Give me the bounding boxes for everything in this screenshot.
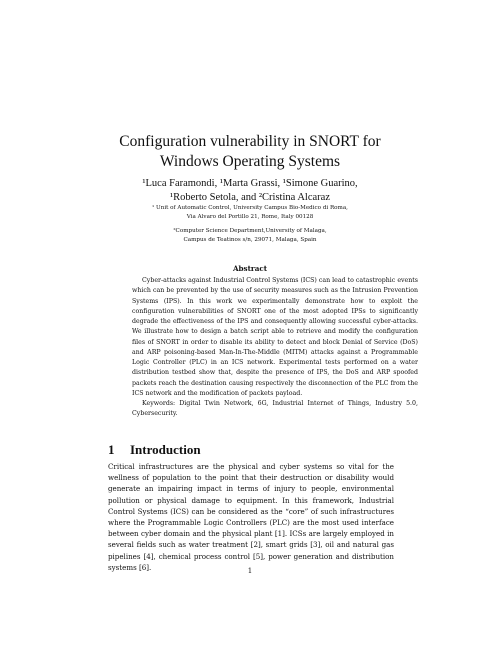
abstract-body — [132, 276, 418, 420]
affiliation-1-line-1: ¹ Unit of Automatic Control, University Campus Bio-Medico di Roma, — [152, 205, 348, 211]
affiliation-2 — [40, 227, 460, 245]
introduction-body — [108, 461, 394, 573]
keywords-text: Keywords: Digital Twin Network, 6G, Industrial Internet of Things, Industry 5.0, Cybersecurity. — [132, 400, 418, 418]
affiliation-2-line-2: Campus de Teatinos s/n, 29071, Malaga, Spain — [183, 237, 317, 243]
section-title: Introduction — [130, 442, 201, 457]
authors-line-2: ¹Roberto Setola, and ²Cristina Alcaraz — [170, 191, 330, 203]
page-number: 1 — [247, 567, 253, 575]
abstract-text: Cyber-attacks against Industrial Control Systems (ICS) can lead to catastrophic events which can be prevented by the use of security measures such as the Intrusion Prevention Systems (IPS). In this work we experimentally demonstrate how to exploit the configuration vulnerabilities of SNORT one of the most adopted IPSs to significantly degrade the effectiveness of the IPS and consequently allowing successful cyber-attacks. We illustrate how to design a batch script able to retrieve and modify the configuration files of SNORT in order to disable its ability to detect and block Denial of Service (DoS) and ARP poisoning-based Man-In-The-Middle (MITM) attacks against a Programmable Logic Controller (PLC) in an ICS network. Experimental tests performed on a water distribution testbed show that, despite the presence of IPS, the DoS and ARP spoofed packets reach the destination causing respectively the disconnection of the PLC from the ICS network and the modification of packets payload. — [132, 277, 418, 397]
affiliation-2-line-1: ²Computer Science Department,University of Malaga, — [173, 228, 327, 234]
section-heading — [108, 442, 201, 458]
title-line-1: Configuration vulnerability in SNORT for — [119, 133, 381, 150]
affiliation-1-line-2: Via Alvaro del Portillo 21, Rome, Italy 00128 — [186, 214, 314, 220]
authors-line-1: ¹Luca Faramondi, ¹Marta Grassi, ¹Simone Guarino, — [142, 178, 358, 189]
section-number: 1 — [108, 442, 115, 457]
intro-paragraph: Critical infrastructures are the physical and cyber systems so vital for the wellness of population to the point that their destruction or disability would generate an impairing impact in terms of injury to people, environmental pollution or physical damage to equipment. In this framework, Industrial Control Systems (ICS) can be considered as the “core” of such infrastructures where the Programmable Logic Controllers (PLC) are the most used interface between cyber domain and the physical plant [1]. ICSs are largely employed in several fields such as water treatment [2], smart grids [3], oil and natural gas pipelines [4], chemical process control [5], power generation and distribution systems [6]. — [108, 462, 394, 572]
affiliation-1 — [40, 204, 460, 222]
abstract-heading: Abstract — [232, 264, 268, 273]
author-list — [40, 177, 460, 204]
title-line-2: Windows Operating Systems — [159, 153, 341, 170]
paper-title — [40, 132, 460, 172]
